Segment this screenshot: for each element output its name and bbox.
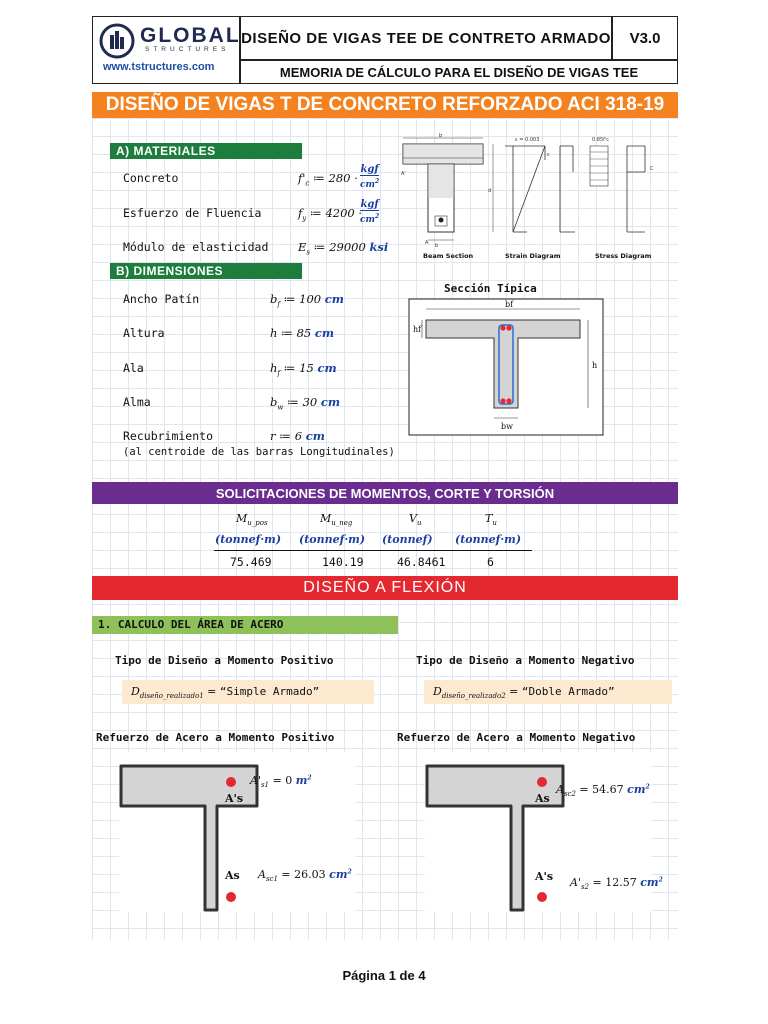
materials-label: A) MATERIALES	[110, 143, 302, 159]
document-subtitle: MEMORIA DE CÁLCULO PARA EL DISEÑO DE VIGAS TEE	[240, 60, 678, 84]
cover-unit: cm	[305, 429, 325, 443]
neg-design-type-title: Tipo de Diseño a Momento Negativo	[416, 654, 635, 667]
web-width-formula: $b_w$ ≔ 30 cm	[270, 395, 341, 412]
pos-top-steel: $A'_{s1} = 0$ $m^2$	[250, 774, 312, 790]
neg-design-type-value: “Doble Armado”	[521, 685, 615, 698]
loads-header-tu: $T_u$	[485, 512, 497, 528]
web-width-value: 30	[302, 395, 318, 409]
height-label: Altura	[123, 326, 165, 340]
version-badge: V3.0	[612, 16, 678, 60]
yield-value: 4200	[325, 206, 355, 220]
loads-unit-vu: (tonnef)	[382, 533, 433, 546]
typical-section-diagram	[408, 298, 604, 436]
pos-bottom-steel: $A_{sc1} = 26.03$ $cm^2$	[258, 868, 352, 884]
modulus-unit: ksi	[369, 240, 389, 254]
section-h-label: h	[592, 361, 598, 370]
modulus-value: 29000	[329, 240, 366, 254]
neg-top-steel: $A_{sc2} = 54.67$ $cm^2$	[556, 783, 650, 799]
pos-reinforcement-title: Refuerzo de Acero a Momento Positivo	[96, 731, 335, 744]
globe-logo-icon	[98, 22, 136, 60]
concrete-formula: $f'_c$ ≔ 280 ·	[298, 171, 358, 188]
loads-unit-mu-pos: (tonnef·m)	[215, 533, 282, 546]
modulus-label: Módulo de elasticidad	[123, 240, 269, 254]
loads-banner: SOLICITACIONES DE MOMENTOS, CORTE Y TORSIÓN	[92, 482, 678, 504]
concrete-value: 280	[328, 171, 351, 185]
flange-thickness-unit: cm	[317, 361, 337, 375]
document-title: DISEÑO DE VIGAS TEE DE CONTRETO ARMADO	[240, 16, 612, 60]
pos-design-type-value: “Simple Armado”	[219, 685, 320, 698]
modulus-formula: $E_s$ ≔ 29000 ksi	[298, 240, 389, 257]
pos-t	[119, 764, 259, 912]
steel-area-step: 1. CALCULO DEL ÁREA DE ACERO	[92, 616, 398, 634]
cover-formula: r ≔ 6 cm	[270, 429, 325, 443]
stress-diagram-caption: Stress Diagram	[595, 252, 652, 260]
flange-width-unit: cm	[324, 292, 344, 306]
page-footer: Página 1 de 4	[342, 968, 426, 983]
pos-top-steel-value: 0	[285, 774, 293, 787]
height-formula: h ≔ 85 cm	[270, 326, 335, 340]
beam-section-diagram	[395, 132, 680, 262]
svg-text:ε = 0.003: ε = 0.003	[515, 137, 540, 143]
neg-reinforcement-title: Refuerzo de Acero a Momento Negativo	[397, 731, 636, 744]
cover-value: 6	[294, 429, 303, 443]
pos-design-type-title: Tipo de Diseño a Momento Positivo	[115, 654, 334, 667]
svg-text:c: c	[547, 152, 550, 158]
svg-text:0.85f'c: 0.85f'c	[592, 137, 610, 143]
concrete-label: Concreto	[123, 171, 179, 185]
svg-text:A: A	[425, 240, 429, 246]
loads-header-mu-neg: $M_{u\_neg}$	[320, 512, 353, 528]
loads-value-vu: 46.8461	[397, 555, 446, 569]
dimensions-label: B) DIMENSIONES	[110, 263, 302, 279]
loads-value-tu: 6	[487, 555, 494, 569]
svg-text:C: C	[650, 166, 654, 172]
loads-value-mu-pos: 75.469	[230, 555, 272, 569]
loads-header-vu: $V_u$	[409, 512, 422, 528]
loads-value-mu-neg: 140.19	[322, 555, 364, 569]
neg-bottom-steel: $A'_{s2} = 12.57$ $cm^2$	[570, 876, 663, 892]
section-title: Sección Típica	[444, 282, 537, 295]
neg-top-steel-value: 54.67	[592, 783, 624, 796]
flange-width-label: Ancho Patín	[123, 292, 200, 306]
neg-bottom-bar-label: A's	[535, 870, 554, 883]
web-width-unit: cm	[320, 395, 341, 409]
pos-bottom-steel-value: 26.03	[294, 868, 326, 881]
neg-top-bar-label: As	[535, 792, 550, 805]
flange-width-value: 100	[299, 292, 322, 306]
concrete-unit: kgf $cm^2$	[360, 164, 380, 190]
flange-thickness-label: Ala	[123, 361, 144, 375]
height-value: 85	[296, 326, 312, 340]
main-title-banner: DISEÑO DE VIGAS T DE CONCRETO REFORZADO ACI 318-19	[92, 92, 678, 118]
pos-top-bar-label: A's	[225, 792, 244, 805]
section-bf-label: bf	[505, 300, 514, 309]
logo-sub: STRUCTURES	[145, 46, 230, 53]
neg-design-type-formula: $D_{diseño\_realizado2}$ = “Doble Armado”	[433, 685, 615, 701]
flexion-banner: DISEÑO A FLEXIÓN	[92, 576, 678, 600]
flange-thickness-formula: $h_f$ ≔ 15 cm	[270, 361, 337, 378]
svg-text:A': A'	[401, 171, 406, 177]
loads-unit-tu: (tonnef·m)	[455, 533, 522, 546]
pos-bottom-bar-label: As	[225, 869, 240, 882]
cover-label: Recubrimiento	[123, 429, 214, 443]
loads-divider	[214, 550, 532, 551]
website-link[interactable]: www.tstructures.com	[103, 61, 215, 73]
neg-bottom-steel-value: 12.57	[605, 876, 637, 889]
flange-thickness-value: 15	[299, 361, 314, 375]
beam-section-caption: Beam Section	[423, 252, 474, 260]
pos-design-type-formula: $D_{diseño\_realizado1}$ = “Simple Armado”	[131, 685, 320, 701]
strain-diagram-caption: Strain Diagram	[505, 252, 561, 260]
svg-text:b: b	[439, 133, 443, 139]
web-width-label: Alma	[123, 395, 151, 409]
yield-formula: $f_y$ ≔ 4200 ·	[298, 206, 363, 223]
flange-width-formula: $b_f$ ≔ 100 cm	[270, 292, 344, 309]
section-bw-label: bw	[501, 422, 513, 431]
loads-unit-mu-neg: (tonnef·m)	[299, 533, 366, 546]
height-unit: cm	[314, 326, 335, 340]
svg-text:d: d	[488, 188, 492, 194]
neg-t	[425, 764, 565, 912]
logo-name: GLOBAL	[140, 24, 241, 47]
section-hf-label: hf	[413, 325, 422, 334]
svg-text:b: b	[435, 243, 439, 249]
yield-label: Esfuerzo de Fluencia	[123, 206, 262, 220]
cover-note: (al centroide de las barras Longitudinales)	[123, 446, 395, 458]
loads-header-mu-pos: $M_{u\_pos}$	[236, 512, 268, 528]
yield-unit: kgf $cm^2$	[360, 199, 380, 225]
